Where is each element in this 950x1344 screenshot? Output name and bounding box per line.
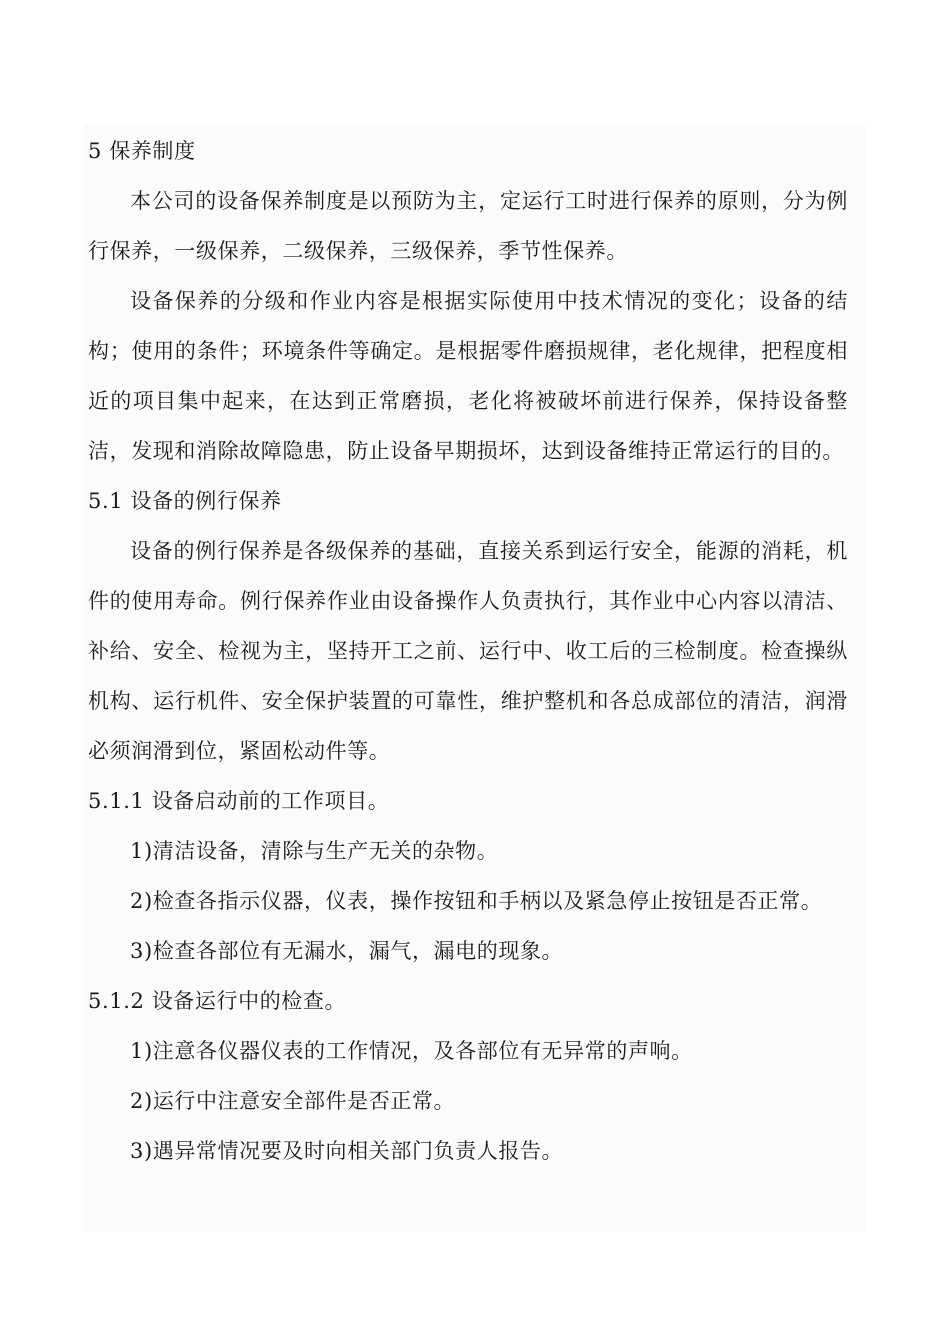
list-item: 3)遇异常情况要及时向相关部门负责人报告。 [130,1139,564,1163]
section-heading-5-1-2: 5.1.2 设备运行中的检查。 [88,989,347,1013]
section-heading-5-1-1: 5.1.1 设备启动前的工作项目。 [88,789,390,813]
paragraph: 本公司的设备保养制度是以预防为主，定运行工时进行保养的原则，分为例行保养，一级保养，二级保养，三级保养，季节性保养。 [88,189,848,263]
section-heading-5-1: 5.1 设备的例行保养 [88,489,282,513]
list-item: 3)检查各部位有无漏水，漏气，漏电的现象。 [130,939,564,963]
section-heading-5: 5 保养制度 [88,139,196,163]
list-item: 2)检查各指示仪器，仪表，操作按钮和手柄以及紧急停止按钮是否正常。 [130,889,823,913]
paragraph: 设备的例行保养是各级保养的基础，直接关系到运行安全，能源的消耗，机件的使用寿命。例行保养作业由设备操作人负责执行，其作业中心内容以清洁、补给、安全、检视为主，坚持开工之前、运行中、收工后的三检制度。检查操纵机构、运行机件、安全保护装置的可靠性，维护整机和各总成部位的清洁，润滑必须润滑到位，紧固松动件等。 [88,539,848,763]
document-body [88,126,848,1176]
list-item: 1)清洁设备，清除与生产无关的杂物。 [130,839,499,863]
list-item: 2)运行中注意安全部件是否正常。 [130,1089,456,1113]
list-item: 1)注意各仪器仪表的工作情况，及各部位有无异常的声响。 [130,1039,693,1063]
paragraph: 设备保养的分级和作业内容是根据实际使用中技术情况的变化；设备的结构；使用的条件；环境条件等确定。是根据零件磨损规律，老化规律，把程度相近的项目集中起来，在达到正常磨损，老化将被破坏前进行保养，保持设备整洁，发现和消除故障隐患，防止设备早期损坏，达到设备维持正常运行的目的。 [88,289,848,463]
